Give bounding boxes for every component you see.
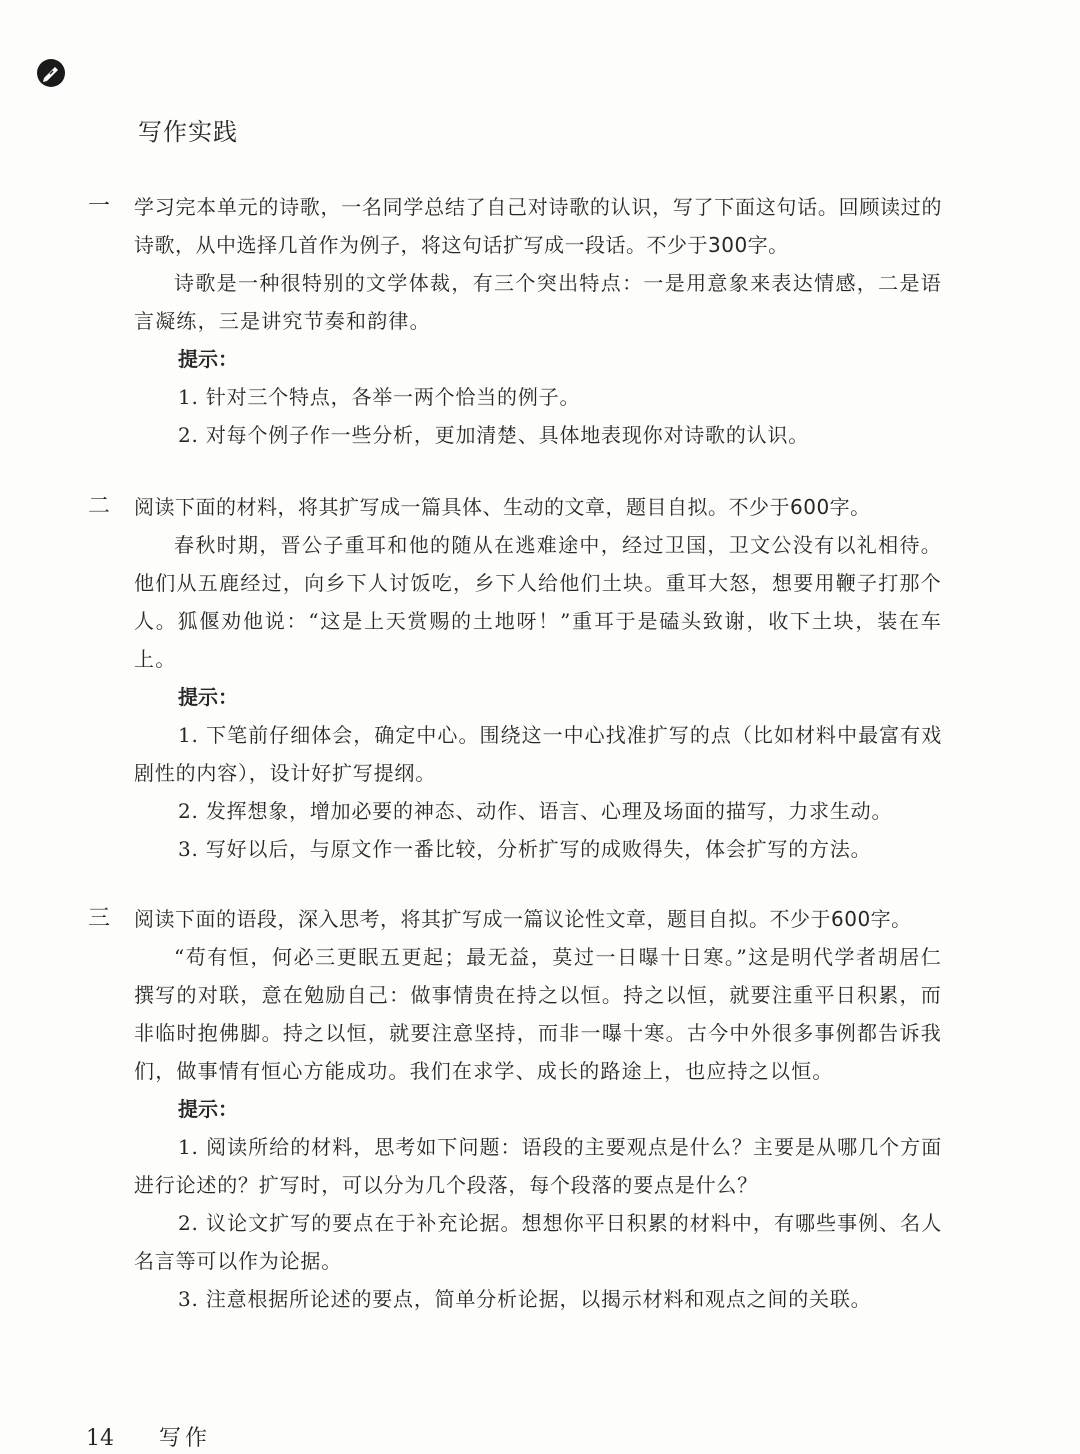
hint-item: 1. 针对三个特点，各举一两个恰当的例子。 <box>178 385 581 409</box>
exercise-number: 一 <box>88 194 111 219</box>
page-footer <box>86 1424 211 1454</box>
exercise-material: 诗歌是一种很特别的文学体裁，有三个突出特点：一是用意象来表达情感，二是语言凝练，三是讲究节奏和韵律。 <box>134 271 942 333</box>
pen-nib-circle-icon <box>36 58 66 88</box>
exercise-material: “苟有恒，何必三更眠五更起；最无益，莫过一日曝十日寒。”这是明代学者胡居仁撰写的对联，意在勉励自己：做事情贵在持之以恒。持之以恒，就要注重平日积累，而非临时抱佛脚。持之以恒，就要注意坚持，而非一曝十寒。古今中外很多事例都告诉我们，做事情有恒心方能成功。我们在求学、成长的路途上，也应持之以恒。 <box>134 945 942 1083</box>
hint-item: 1. 阅读所给的材料，思考如下问题：语段的主要观点是什么？主要是从哪几个方面进行论述的？扩写时，可以分为几个段落，每个段落的要点是什么？ <box>134 1135 942 1197</box>
hint-item: 2. 对每个例子作一些分析，更加清楚、具体地表现你对诗歌的认识。 <box>178 423 810 447</box>
hint-item: 3. 写好以后，与原文作一番比较，分析扩写的成败得失，体会扩写的方法。 <box>178 837 872 861</box>
exercise-task: 阅读下面的材料，将其扩写成一篇具体、生动的文章，题目自拟。不少于600字。 <box>134 495 871 519</box>
exercise-task: 阅读下面的语段，深入思考，将其扩写成一篇议论性文章，题目自拟。不少于600字。 <box>134 907 912 931</box>
hint-item: 2. 议论文扩写的要点在于补充论据。想想你平日积累的材料中，有哪些事例、名人名言等可以作为论据。 <box>134 1211 942 1273</box>
exercise-material: 春秋时期，晋公子重耳和他的随从在逃难途中，经过卫国，卫文公没有以礼相待。他们从五鹿经过，向乡下人讨饭吃，乡下人给他们土块。重耳大怒，想要用鞭子打那个人。狐偃劝他说：“这是上天赏赐的土地呀！”重耳于是磕头致谢，收下土块，装在车上。 <box>134 533 942 671</box>
exercise-task: 学习完本单元的诗歌，一名同学总结了自己对诗歌的认识，写了下面这句话。回顾读过的诗歌，从中选择几首作为例子，将这句话扩写成一段话。不少于300字。 <box>134 195 942 257</box>
hint-title: 提示： <box>178 685 238 709</box>
exercise-body <box>134 488 942 868</box>
section-label: 写作 <box>159 1426 212 1451</box>
hint-item: 3. 注意根据所论述的要点，简单分析论据，以揭示材料和观点之间的关联。 <box>178 1287 872 1311</box>
page-number: 14 <box>86 1426 114 1451</box>
exercise-number: 二 <box>88 494 111 519</box>
hint-item: 1. 下笔前仔细体会，确定中心。围绕这一中心找准扩写的点（比如材料中最富有戏剧性的内容），设计好扩写提纲。 <box>134 723 942 785</box>
page-title: 写作实践 <box>138 118 238 146</box>
exercise-body <box>134 900 942 1318</box>
hint-item: 2. 发挥想象，增加必要的神态、动作、语言、心理及场面的描写，力求生动。 <box>178 799 893 823</box>
hint-title: 提示： <box>178 347 238 371</box>
exercise-number: 三 <box>88 906 111 931</box>
hint-title: 提示： <box>178 1097 238 1121</box>
exercise-body <box>134 188 942 454</box>
